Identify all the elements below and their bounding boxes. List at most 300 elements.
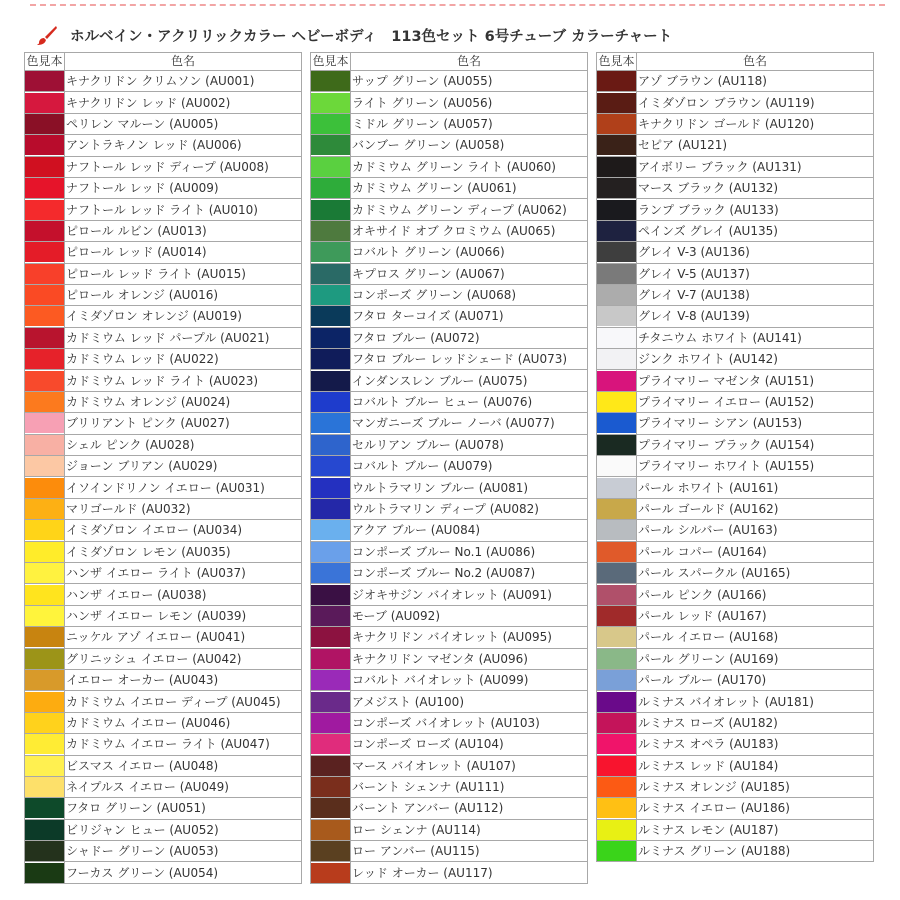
table-row — [25, 648, 302, 669]
color-name: カドミウム レッド (AU022) — [65, 349, 302, 370]
color-swatch-cell — [597, 370, 637, 391]
color-name: ルミナス イエロー (AU186) — [637, 798, 874, 819]
color-name: ルミナス グリーン (AU188) — [637, 841, 874, 862]
color-swatch — [597, 264, 636, 284]
color-swatch-cell — [311, 819, 351, 840]
table-row — [25, 584, 302, 605]
table-row — [311, 113, 588, 134]
color-swatch — [25, 221, 64, 241]
color-name: カドミウム グリーン ディープ (AU062) — [351, 199, 588, 220]
table-row — [311, 862, 588, 883]
table-row — [597, 648, 874, 669]
color-swatch — [25, 670, 64, 690]
color-name: イミダゾロン レモン (AU035) — [65, 541, 302, 562]
color-name: パール シルバー (AU163) — [637, 520, 874, 541]
color-name: ピロール ルビン (AU013) — [65, 220, 302, 241]
color-swatch-cell — [597, 776, 637, 797]
color-swatch-cell — [25, 220, 65, 241]
color-swatch — [311, 734, 350, 754]
color-name: ナフトール レッド (AU009) — [65, 177, 302, 198]
color-swatch-cell — [25, 71, 65, 92]
color-name: ジオキサジン バイオレット (AU091) — [351, 584, 588, 605]
table-row — [597, 712, 874, 733]
table-row — [25, 177, 302, 198]
color-swatch — [311, 627, 350, 647]
color-name: ジンク ホワイト (AU142) — [637, 349, 874, 370]
color-swatch-cell — [311, 669, 351, 690]
color-swatch — [597, 200, 636, 220]
color-swatch — [25, 178, 64, 198]
color-swatch — [311, 756, 350, 776]
color-name: ロー アンバー (AU115) — [351, 841, 588, 862]
color-swatch-cell — [25, 434, 65, 455]
color-swatch — [597, 349, 636, 369]
color-name: パール ホワイト (AU161) — [637, 477, 874, 498]
color-name: キナクリドン マゼンタ (AU096) — [351, 648, 588, 669]
color-swatch — [597, 542, 636, 562]
color-swatch — [25, 456, 64, 476]
color-swatch — [25, 200, 64, 220]
color-swatch — [311, 306, 350, 326]
color-name: ランプ ブラック (AU133) — [637, 199, 874, 220]
color-swatch — [597, 135, 636, 155]
color-swatch-cell — [597, 177, 637, 198]
color-name: セルリアン ブルー (AU078) — [351, 434, 588, 455]
table-row — [25, 156, 302, 177]
title-row — [36, 22, 672, 48]
color-swatch-cell — [597, 627, 637, 648]
color-table-column-3 — [596, 52, 874, 862]
table-row — [597, 691, 874, 712]
table-row — [25, 862, 302, 883]
table-row — [311, 263, 588, 284]
color-swatch-cell — [597, 413, 637, 434]
color-name: バンブー グリーン (AU058) — [351, 135, 588, 156]
color-name: マリゴールド (AU032) — [65, 498, 302, 519]
table-row — [25, 755, 302, 776]
color-swatch — [597, 157, 636, 177]
color-swatch-cell — [597, 798, 637, 819]
table-row — [25, 434, 302, 455]
table-row — [311, 605, 588, 626]
color-swatch — [597, 820, 636, 840]
color-name: パール コパー (AU164) — [637, 541, 874, 562]
color-swatch-cell — [25, 819, 65, 840]
color-swatch — [597, 499, 636, 519]
color-swatch-cell — [311, 413, 351, 434]
color-name: プライマリー イエロー (AU152) — [637, 391, 874, 412]
color-swatch-cell — [311, 135, 351, 156]
table-row — [311, 199, 588, 220]
swatch-column-header: 色見本 — [597, 53, 637, 71]
color-swatch — [597, 734, 636, 754]
color-swatch-cell — [597, 648, 637, 669]
table-row — [25, 498, 302, 519]
color-swatch — [597, 71, 636, 91]
color-name: アゾ ブラウン (AU118) — [637, 71, 874, 92]
table-row — [25, 669, 302, 690]
table-row — [311, 498, 588, 519]
table-row — [311, 477, 588, 498]
color-swatch-cell — [311, 841, 351, 862]
table-header-row — [25, 53, 302, 71]
color-swatch-cell — [25, 413, 65, 434]
color-swatch-cell — [25, 349, 65, 370]
color-name: ロー シェンナ (AU114) — [351, 819, 588, 840]
table-row — [25, 691, 302, 712]
table-row — [311, 220, 588, 241]
color-swatch-cell — [25, 92, 65, 113]
color-swatch — [25, 499, 64, 519]
table-row — [25, 113, 302, 134]
table-row — [25, 413, 302, 434]
table-row — [311, 584, 588, 605]
color-swatch — [597, 178, 636, 198]
table-row — [311, 691, 588, 712]
color-name: ライト グリーン (AU056) — [351, 92, 588, 113]
table-row — [597, 220, 874, 241]
color-name: アメジスト (AU100) — [351, 691, 588, 712]
color-swatch — [597, 713, 636, 733]
color-swatch — [25, 563, 64, 583]
color-name: コバルト ブルー (AU079) — [351, 456, 588, 477]
color-swatch — [597, 520, 636, 540]
color-swatch — [597, 456, 636, 476]
color-swatch-cell — [25, 306, 65, 327]
color-name: ミドル グリーン (AU057) — [351, 113, 588, 134]
color-swatch-cell — [311, 370, 351, 391]
color-swatch — [311, 413, 350, 433]
table-row — [597, 776, 874, 797]
color-name: ペリレン マルーン (AU005) — [65, 113, 302, 134]
color-name: コバルト グリーン (AU066) — [351, 242, 588, 263]
table-row — [25, 135, 302, 156]
color-swatch-cell — [597, 669, 637, 690]
color-swatch — [25, 627, 64, 647]
color-swatch-cell — [597, 605, 637, 626]
color-swatch-cell — [311, 648, 351, 669]
color-swatch-cell — [597, 113, 637, 134]
table-row — [311, 627, 588, 648]
color-name: ビスマス イエロー (AU048) — [65, 755, 302, 776]
color-swatch-cell — [311, 755, 351, 776]
color-swatch-cell — [311, 199, 351, 220]
color-swatch — [25, 863, 64, 883]
table-row — [25, 220, 302, 241]
color-swatch-cell — [311, 327, 351, 348]
color-swatch — [597, 777, 636, 797]
color-name: ハンザ イエロー レモン (AU039) — [65, 605, 302, 626]
color-swatch — [311, 499, 350, 519]
color-swatch — [597, 478, 636, 498]
color-swatch-cell — [311, 71, 351, 92]
color-name: ナフトール レッド ディープ (AU008) — [65, 156, 302, 177]
color-name: オキサイド オブ クロミウム (AU065) — [351, 220, 588, 241]
color-swatch-cell — [25, 691, 65, 712]
table-row — [597, 734, 874, 755]
color-swatch — [25, 71, 64, 91]
color-swatch — [25, 820, 64, 840]
table-row — [25, 199, 302, 220]
color-swatch-cell — [597, 349, 637, 370]
color-swatch-cell — [25, 541, 65, 562]
color-swatch — [25, 649, 64, 669]
color-name: コンポーズ ローズ (AU104) — [351, 734, 588, 755]
paintbrush-icon — [36, 24, 58, 46]
color-name: モーブ (AU092) — [351, 605, 588, 626]
table-row — [25, 819, 302, 840]
color-name: カドミウム レッド ライト (AU023) — [65, 370, 302, 391]
color-name: ウルトラマリン ディープ (AU082) — [351, 498, 588, 519]
color-name: パール ゴールド (AU162) — [637, 498, 874, 519]
table-row — [311, 135, 588, 156]
color-swatch-cell — [311, 391, 351, 412]
table-row — [311, 520, 588, 541]
color-swatch-cell — [25, 669, 65, 690]
table-header-row — [311, 53, 588, 71]
color-name: グレイ V-3 (AU136) — [637, 242, 874, 263]
color-name: ハンザ イエロー (AU038) — [65, 584, 302, 605]
color-swatch-cell — [311, 776, 351, 797]
color-name: ビリジャン ヒュー (AU052) — [65, 819, 302, 840]
color-swatch-cell — [25, 627, 65, 648]
color-swatch-cell — [25, 498, 65, 519]
color-swatch — [25, 285, 64, 305]
table-row — [597, 841, 874, 862]
color-swatch — [25, 520, 64, 540]
color-name: パール イエロー (AU168) — [637, 627, 874, 648]
color-name: パール ブルー (AU170) — [637, 669, 874, 690]
color-swatch — [597, 756, 636, 776]
table-row — [311, 349, 588, 370]
color-name: コバルト ブルー ヒュー (AU076) — [351, 391, 588, 412]
color-swatch-cell — [597, 755, 637, 776]
color-swatch — [597, 413, 636, 433]
table-row — [25, 520, 302, 541]
table-row — [311, 391, 588, 412]
color-swatch-cell — [597, 242, 637, 263]
color-swatch — [311, 777, 350, 797]
color-swatch — [311, 456, 350, 476]
color-swatch-cell — [597, 199, 637, 220]
table-row — [311, 562, 588, 583]
color-swatch-cell — [311, 477, 351, 498]
swatch-column-header: 色見本 — [25, 53, 65, 71]
color-swatch — [25, 242, 64, 262]
color-swatch — [597, 306, 636, 326]
table-row — [311, 156, 588, 177]
color-swatch-cell — [597, 135, 637, 156]
table-row — [25, 776, 302, 797]
color-swatch-cell — [597, 584, 637, 605]
table-row — [311, 242, 588, 263]
color-swatch — [311, 820, 350, 840]
color-swatch-cell — [311, 862, 351, 883]
color-swatch-cell — [25, 156, 65, 177]
color-name: コンポーズ ブルー No.1 (AU086) — [351, 541, 588, 562]
color-name: カドミウム オレンジ (AU024) — [65, 391, 302, 412]
color-swatch — [311, 135, 350, 155]
color-name: ハンザ イエロー ライト (AU037) — [65, 562, 302, 583]
color-swatch — [311, 649, 350, 669]
table-row — [597, 370, 874, 391]
color-swatch — [597, 114, 636, 134]
color-swatch — [25, 734, 64, 754]
table-row — [311, 819, 588, 840]
color-swatch-cell — [311, 712, 351, 733]
color-swatch-cell — [25, 798, 65, 819]
color-name: グリニッシュ イエロー (AU042) — [65, 648, 302, 669]
color-swatch — [25, 713, 64, 733]
color-swatch — [597, 435, 636, 455]
color-swatch-cell — [25, 776, 65, 797]
color-name: サップ グリーン (AU055) — [351, 71, 588, 92]
color-name: キナクリドン ゴールド (AU120) — [637, 113, 874, 134]
color-swatch-cell — [25, 370, 65, 391]
color-swatch — [25, 349, 64, 369]
table-row — [25, 477, 302, 498]
color-swatch-cell — [597, 477, 637, 498]
color-swatch-cell — [597, 156, 637, 177]
color-swatch — [25, 371, 64, 391]
color-swatch-cell — [311, 627, 351, 648]
color-name: コンポーズ ブルー No.2 (AU087) — [351, 562, 588, 583]
table-row — [25, 263, 302, 284]
color-name: グレイ V-8 (AU139) — [637, 306, 874, 327]
table-row — [311, 648, 588, 669]
color-swatch-cell — [25, 712, 65, 733]
color-swatch — [597, 692, 636, 712]
table-row — [25, 627, 302, 648]
color-swatch — [311, 478, 350, 498]
color-swatch-cell — [311, 691, 351, 712]
color-swatch-cell — [311, 306, 351, 327]
color-swatch — [311, 157, 350, 177]
color-swatch — [311, 114, 350, 134]
color-swatch — [311, 713, 350, 733]
color-swatch-cell — [25, 841, 65, 862]
color-swatch-cell — [597, 92, 637, 113]
color-swatch — [25, 606, 64, 626]
color-name: イソインドリノン イエロー (AU031) — [65, 477, 302, 498]
color-name: コンポーズ バイオレット (AU103) — [351, 712, 588, 733]
color-name: カドミウム レッド パープル (AU021) — [65, 327, 302, 348]
table-row — [25, 306, 302, 327]
color-swatch-cell — [25, 456, 65, 477]
color-swatch-cell — [25, 327, 65, 348]
color-swatch-cell — [311, 498, 351, 519]
color-swatch — [311, 863, 350, 883]
color-name: パール スパークル (AU165) — [637, 562, 874, 583]
color-swatch-cell — [25, 177, 65, 198]
color-swatch-cell — [597, 841, 637, 862]
color-name: ペインズ グレイ (AU135) — [637, 220, 874, 241]
color-swatch — [311, 200, 350, 220]
color-swatch — [311, 692, 350, 712]
color-name: フタロ ターコイズ (AU071) — [351, 306, 588, 327]
color-swatch — [311, 563, 350, 583]
color-swatch — [311, 285, 350, 305]
color-name: グレイ V-5 (AU137) — [637, 263, 874, 284]
table-row — [597, 242, 874, 263]
color-swatch — [311, 435, 350, 455]
color-name: カドミウム グリーン ライト (AU060) — [351, 156, 588, 177]
color-name: チタニウム ホワイト (AU141) — [637, 327, 874, 348]
color-swatch-cell — [597, 434, 637, 455]
color-name: シェル ピンク (AU028) — [65, 434, 302, 455]
color-swatch-cell — [597, 220, 637, 241]
table-row — [597, 263, 874, 284]
color-swatch-cell — [25, 284, 65, 305]
color-swatch-cell — [311, 242, 351, 263]
color-name: カドミウム イエロー ディープ (AU045) — [65, 691, 302, 712]
color-swatch — [25, 798, 64, 818]
color-swatch-cell — [311, 434, 351, 455]
color-swatch — [311, 670, 350, 690]
color-swatch — [311, 264, 350, 284]
color-swatch-cell — [597, 734, 637, 755]
table-row — [597, 669, 874, 690]
color-swatch — [311, 798, 350, 818]
table-row — [597, 541, 874, 562]
color-swatch — [597, 221, 636, 241]
color-swatch-cell — [597, 691, 637, 712]
color-swatch-cell — [25, 135, 65, 156]
color-swatch — [597, 798, 636, 818]
table-row — [311, 456, 588, 477]
table-row — [25, 370, 302, 391]
color-name: イミダゾロン オレンジ (AU019) — [65, 306, 302, 327]
table-row — [597, 113, 874, 134]
color-name: ニッケル アゾ イエロー (AU041) — [65, 627, 302, 648]
table-row — [597, 349, 874, 370]
name-column-header: 色名 — [351, 53, 588, 71]
table-row — [597, 477, 874, 498]
color-swatch — [311, 178, 350, 198]
table-row — [597, 562, 874, 583]
table-row — [311, 712, 588, 733]
table-row — [597, 627, 874, 648]
color-swatch — [311, 242, 350, 262]
table-row — [311, 669, 588, 690]
color-name: キナクリドン バイオレット (AU095) — [351, 627, 588, 648]
color-name: イミダゾロン ブラウン (AU119) — [637, 92, 874, 113]
table-row — [597, 798, 874, 819]
color-swatch — [597, 670, 636, 690]
color-swatch — [25, 93, 64, 113]
color-name: バーント アンバー (AU112) — [351, 798, 588, 819]
color-swatch-cell — [25, 862, 65, 883]
color-swatch — [311, 328, 350, 348]
color-swatch-cell — [311, 562, 351, 583]
color-swatch — [25, 306, 64, 326]
table-row — [597, 135, 874, 156]
table-row — [597, 327, 874, 348]
color-name: イエロー オーカー (AU043) — [65, 669, 302, 690]
table-row — [311, 92, 588, 113]
color-swatch-cell — [25, 263, 65, 284]
color-name: セピア (AU121) — [637, 135, 874, 156]
color-swatch — [25, 756, 64, 776]
table-row — [311, 841, 588, 862]
color-swatch-cell — [311, 156, 351, 177]
color-name: フタロ ブルー (AU072) — [351, 327, 588, 348]
table-row — [597, 413, 874, 434]
color-name: インダンスレン ブルー (AU075) — [351, 370, 588, 391]
color-name: キナクリドン クリムソン (AU001) — [65, 71, 302, 92]
color-swatch-cell — [311, 177, 351, 198]
color-chart-table — [596, 52, 874, 862]
